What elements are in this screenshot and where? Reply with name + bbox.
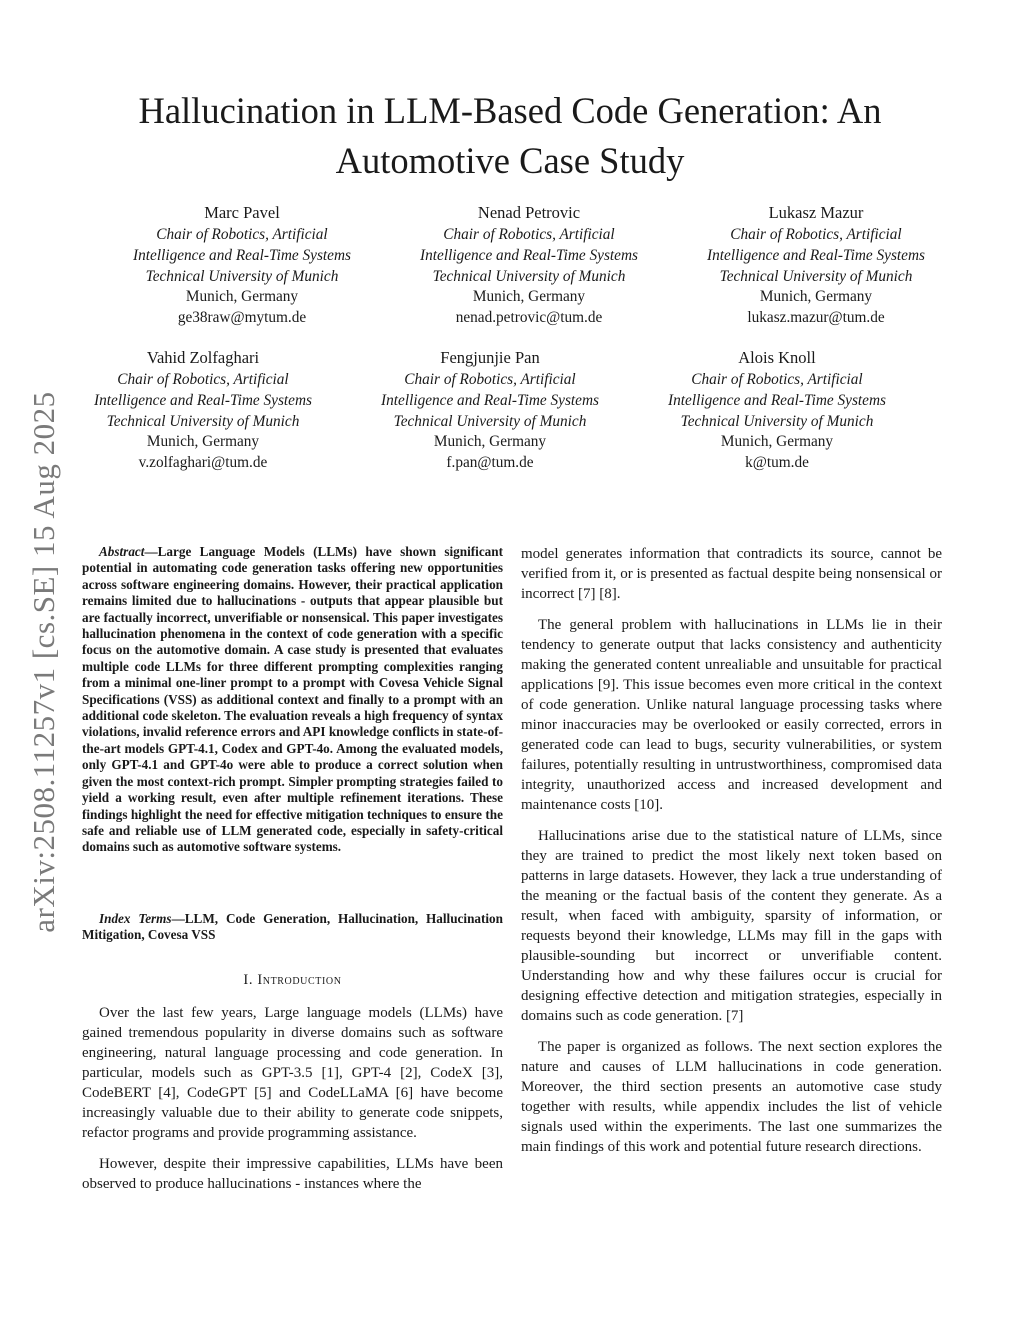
author-city: Munich, Germany	[185, 288, 299, 306]
author-affiliation: Intelligence and Real-Time Systems	[668, 391, 886, 409]
author-affiliation: Technical University of Munich	[145, 267, 339, 285]
author-block	[53, 346, 353, 474]
author-name: Alois Knoll	[738, 348, 816, 367]
abstract-label: Abstract	[99, 544, 145, 559]
author-affiliation: Chair of Robotics, Artificial	[730, 226, 902, 243]
author-affiliation: Chair of Robotics, Artificial	[117, 371, 289, 388]
author-name: Vahid Zolfaghari	[146, 348, 260, 367]
author-name: Fengjunjie Pan	[440, 348, 540, 367]
author-affiliation: Intelligence and Real-Time Systems	[420, 246, 638, 264]
author-email[interactable]: ge38raw@mytum.de	[177, 309, 307, 327]
author-affiliation: Chair of Robotics, Artificial	[691, 371, 863, 388]
paragraph: model generates information that contradicts its source, cannot be verified from it, or is presented as factual despite being nonsensical or incorrect [7] [8].	[521, 546, 942, 602]
author-affiliation: Intelligence and Real-Time Systems	[381, 391, 599, 409]
section-title: Introduction	[257, 972, 342, 988]
author-affiliation: Technical University of Munich	[719, 267, 913, 285]
author-email[interactable]: nenad.petrovic@tum.de	[455, 309, 603, 327]
author-affiliation: Technical University of Munich	[106, 412, 300, 430]
author-email[interactable]: f.pan@tum.de	[446, 454, 534, 472]
author-email[interactable]: v.zolfaghari@tum.de	[138, 454, 268, 472]
arxiv-identifier: arXiv:2508.11257v1 [cs.SE] 15 Aug 2025	[26, 391, 61, 933]
paragraph: However, despite their impressive capabilities, LLMs have been observed to produce hallucinations - instances where the	[82, 1156, 503, 1192]
author-affiliation: Intelligence and Real-Time Systems	[707, 246, 925, 264]
author-city: Munich, Germany	[433, 433, 547, 451]
author-city: Munich, Germany	[720, 433, 834, 451]
author-affiliation: Chair of Robotics, Artificial	[443, 226, 615, 243]
author-name: Nenad Petrovic	[477, 203, 581, 222]
paragraph: The paper is organized as follows. The next section explores the nature and causes of LLM hallucinations in code generation. Moreover, the third section presents an automotive case study together with results, while appendix includes the list of vehicle signals used within the experiments. The last one summarizes the main findings of this work and potential future research directions.	[521, 1039, 942, 1155]
abstract	[82, 544, 503, 856]
author-affiliation: Intelligence and Real-Time Systems	[133, 246, 351, 264]
section-heading	[82, 972, 503, 989]
author-block	[340, 346, 640, 474]
author-block	[666, 201, 966, 329]
author-affiliation: Intelligence and Real-Time Systems	[94, 391, 312, 409]
left-column-body	[82, 1003, 503, 1205]
author-affiliation: Technical University of Munich	[393, 412, 587, 430]
author-name: Marc Pavel	[204, 203, 280, 222]
paragraph: Over the last few years, Large language models (LLMs) have gained tremendous popularity in diverse domains such as software engineering, natural language processing and code generation. In particular, models such as GPT-3.5 [1], GPT-4 [2], CodeX [3], CodeBERT [4], CodeGPT [5] and CodeLLaMA [6] have become increasingly valuable due to their ability to generate code snippets, refactor programs and provide programming assistance.	[82, 1005, 503, 1141]
author-email[interactable]: lukasz.mazur@tum.de	[747, 309, 885, 327]
author-city: Munich, Germany	[759, 288, 873, 306]
author-affiliation: Chair of Robotics, Artificial	[156, 226, 328, 243]
index-terms-text: —LLM, Code Generation, Hallucination, Hallucination Mitigation, Covesa VSS	[82, 911, 503, 943]
right-column-body	[521, 544, 942, 1168]
index-terms-label: Index Terms	[99, 911, 172, 926]
author-city: Munich, Germany	[472, 288, 586, 306]
author-city: Munich, Germany	[146, 433, 260, 451]
paper-title: Hallucination in LLM-Based Code Generation: An Automotive Case Study	[138, 90, 882, 181]
author-name: Lukasz Mazur	[768, 203, 864, 222]
author-block	[627, 346, 927, 474]
author-block	[92, 201, 392, 329]
paragraph: Hallucinations arise due to the statistical nature of LLMs, since they are trained to predict the most likely next token based on patterns in large datasets. However, they lack a true understanding of the meaning or the factual basis of the content they generate. As a result, when faced with ambiguity, sparsity of information, or requests beyond their knowledge, LLMs may fill in the gaps with plausible-sounding but incorrect or unverifiable content. Understanding how and why these failures occur is crucial for designing effective detection and mitigation strategies, especially in domains such as code generation. [7]	[521, 828, 942, 1024]
author-affiliation: Chair of Robotics, Artificial	[404, 371, 576, 388]
author-affiliation: Technical University of Munich	[680, 412, 874, 430]
index-terms	[82, 911, 503, 944]
section-number: I.	[243, 972, 258, 988]
arxiv-stamp	[0, 0, 70, 1325]
paragraph: The general problem with hallucinations in LLMs lie in their tendency to generate output that lacks consistency and authenticity making the generated content unrealiable and unsuitable for practical applications [9]. This issue becomes even more critical in the context of code generation. Unlike natural language processing tasks where minor inaccuracies may be overlooked or easily corrected, errors in generated code can lead to bugs, security vulnerabilities, or system failures, potentially resulting in untrustworthiness, compromised data integrity, unauthorized access and increased development and maintenance costs [10].	[521, 617, 942, 813]
author-block	[379, 201, 679, 329]
author-affiliation: Technical University of Munich	[432, 267, 626, 285]
abstract-text: —Large Language Models (LLMs) have shown significant potential in automating code generation tasks offering new opportunities across software engineering domains. However, their practical application remains limited due to hallucinations - outputs that appear plausible but are factually incorrect, unverifiable or nonsensical. This paper investigates hallucination phenomena in the context of code generation with a specific focus on the automotive domain. A case study is presented that evaluates multiple code LLMs for three different prompting complexities ranging from a minimal one-liner prompt to a prompt with Covesa Vehicle Signal Specifications (VSS) as additional context and finally to a prompt with an additional code skeleton. The evaluation reveals a high frequency of syntax violations, invalid reference errors and API knowledge conflicts in state-of-the-art models GPT-4.1, Codex and GPT-4o. Among the evaluated models, only GPT-4.1 and GPT-4o were able to produce a correct solution when given the most context-rich prompt. Simpler prompting strategies failed to yield a working result, even after multiple refinement iterations. These findings highlight the need for effective mitigation techniques to ensure the safe and reliable use of LLM generated code, especially in safety-critical domains such as automotive software systems.	[82, 544, 503, 855]
author-email[interactable]: k@tum.de	[745, 454, 809, 472]
